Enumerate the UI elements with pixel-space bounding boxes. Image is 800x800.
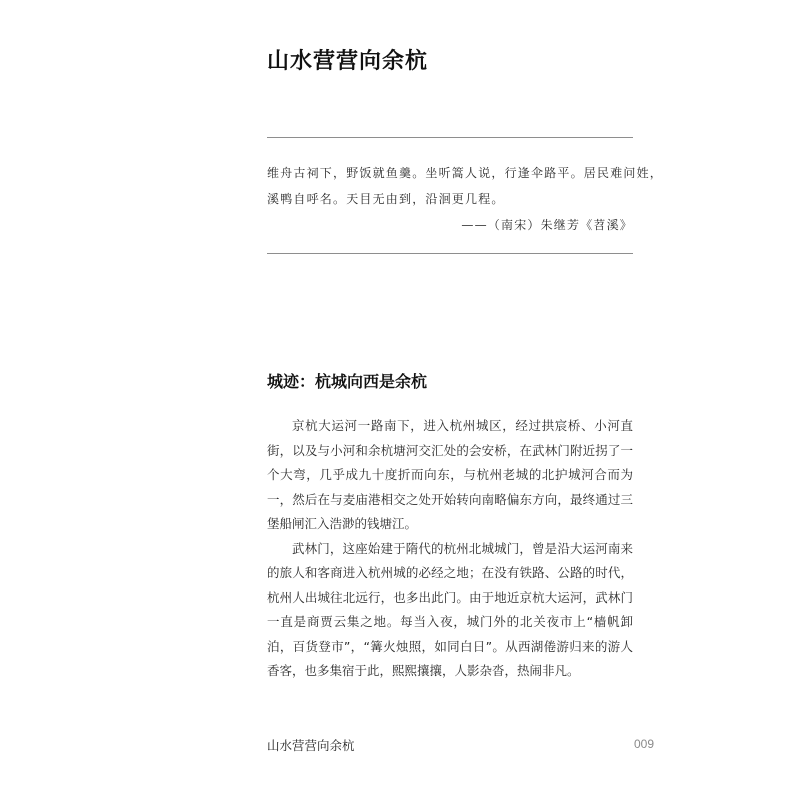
epigraph-line: 溪鸭自呼名。天目无由到，沿洄更几程。: [267, 192, 505, 206]
epigraph-line: 维舟古祠下，野饭就鱼羹。坐听篙人说，行逢伞路平。居民难问姓，: [267, 166, 664, 180]
page-title: 山水营营向余杭: [267, 48, 429, 74]
epigraph-top-divider: [267, 137, 633, 138]
footer-title: 山水营营向余杭: [267, 738, 355, 753]
section-heading: 城迹：杭城向西是余杭: [267, 372, 428, 391]
body-text: [267, 414, 633, 684]
body-paragraph: 武林门，这座始建于隋代的杭州北城城门，曾是沿大运河南来的旅人和客商进入杭州城的必经之地；在没有铁路、公路的时代，杭州人出城往北远行，也多出此门。由于地近京杭大运河，武林门一直是商贾云集之地。每当入夜，城门外的北关夜市上“樯帆卸泊，百货登市”，“篝火烛照，如同白日”。从西湖倦游归来的游人香客，也多集宿于此，熙熙攘攘，人影杂沓，热闹非凡。: [267, 540, 633, 678]
epigraph-bottom-divider: [267, 253, 633, 254]
epigraph-attribution: ——（南宋）朱继芳《苕溪》: [461, 218, 633, 232]
page-number: 009: [633, 737, 654, 751]
body-paragraph: 京杭大运河一路南下，进入杭州城区，经过拱宸桥、小河直街，以及与小河和余杭塘河交汇处的会安桥，在武林门附近拐了一个大弯，几乎成九十度折而向东，与杭州老城的北护城河合而为一，然后在与麦庙港相交之处开始转向南略偏东方向，最终通过三堡船闸汇入浩渺的钱塘江。: [267, 418, 633, 531]
epigraph: [267, 160, 664, 238]
